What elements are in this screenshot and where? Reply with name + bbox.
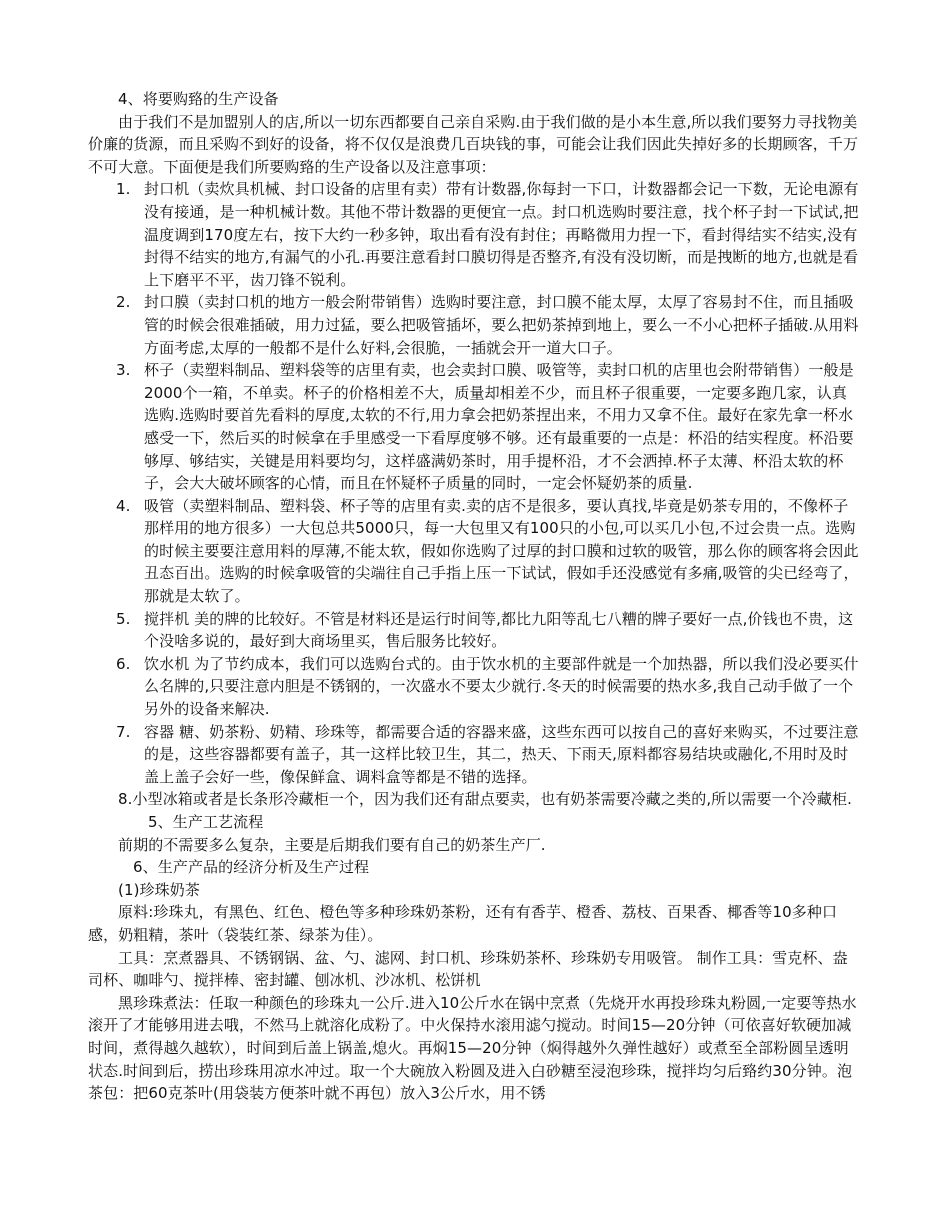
ingredients-paragraph: 原料:珍珠丸，有黑色、红色、橙色等多种珍珠奶茶粉，还有有香芋、橙香、荔枝、百果香、椰香等10多种口感，奶粗精，茶叶（袋装红茶、绿茶为佳）。: [88, 903, 838, 944]
list-item: [88, 178, 862, 291]
equipment-list: [88, 178, 862, 788]
list-item-number: 2.: [116, 293, 131, 312]
item-8-paragraph: 8.小型冰箱或者是长条形冷藏柜一个，因为我们还有甜点要卖，也有奶茶需要冷藏之类的,所以需要一个冷藏柜.: [118, 790, 852, 809]
list-item-text: 吸管（卖塑料制品、塑料袋、杯子等的店里有卖.卖的店不是很多，要认真找,毕竟是奶茶专用的，不像杯子那样用的地方很多）一大包总共5000只，每一大包里又有100只的小包,可以买几小包,不过会贵一点。选购的时候主要要注意用料的厚薄,不能太软，假如你选购了过厚的封口膜和过软的吸管，那么你的顾客将会因此丑态百出。选购的时候拿吸管的尖端往自己手指上压一下试试，假如手还没感觉有多痛,吸管的尖已经弯了，那就是太软了。: [144, 496, 859, 606]
list-item-text: 封口机（卖炊具机械、封口设备的店里有卖）带有计数器,你每封一下口，计数器都会记一下数，无论电源有没有接通，是一种机械计数。其他不带计数器的更便宜一点。封口机选购时要注意，找个杯子封一下试试,把温度调到170度左右，按下大约一秒多钟，取出看有没有封住；再略微用力捏一下，看封得结实不结实,没有封得不结实的地方,有漏气的小孔.再要注意看封口膜切得是否整齐,有没有没切断，而是拽断的地方,也就是看上下磨平不平，齿刀锋不锐利。: [144, 180, 859, 289]
section4-intro: 由于我们不是加盟别人的店,所以一切东西都要自己亲自采购.由于我们做的是小本生意,所以我们要努力寻找物美价廉的货源，而且采购不到好的设备，将不仅仅是浪费几百块钱的事，可能会让我们因此失掉好多的长期顾客，千万不可大意。下面便是我们所要购臵的生产设备以及注意事项：: [88, 112, 859, 176]
product-heading-pearl-milk-tea: (1)珍珠奶茶: [118, 880, 200, 899]
list-item: [88, 608, 862, 653]
document-page: [88, 88, 862, 1105]
list-item: [88, 359, 862, 495]
list-item: [88, 721, 862, 789]
list-item-number: 6.: [116, 654, 131, 673]
list-item-text: 搅拌机 美的牌的比较好。不管是材料还是运行时间等,都比九阳等乱七八糟的牌子要好一点,价钱也不贵，这个没啥多说的，最好到大商场里买，售后服务比较好。: [144, 609, 854, 651]
list-item-text: 封口膜（卖封口机的地方一般会附带销售）选购时要注意，封口膜不能太厚，太厚了容易封不住，而且插吸管的时候会很难插破，用力过猛，要么把吸管插坏，要么把奶茶掉到地上，要么一不小心把杯子插破.从用料方面考虑,太厚的一般都不是什么好料,会很脆，一插就会开一道大口子。: [144, 293, 859, 357]
list-item-number: 7.: [116, 722, 131, 741]
pearl-cooking-method: 黑珍珠煮法：任取一种颜色的珍珠丸一公斤.进入10公斤水在锅中烹煮（先烧开水再投珍珠丸粉圆,一定要等热水滚开了才能够用进去哦，不然马上就溶化成粉了。中火保持水滚用滤勺搅动。时间15—20分钟（可依喜好软硬加减时间，煮得越久越软），时间到后盖上锅盖,熄火。再焖15—20分钟（焖得越外久弹性越好）或煮至全部粉圆呈透明状态.时间到后，捞出珍珠用凉水冲过。取一个大碗放入粉圆及进入白砂糖至浸泡珍珠，搅拌均匀后臵约30分钟。泡茶包：把60克茶叶(用袋装方便茶叶就不再包）放入3公斤水，用不锈: [88, 993, 857, 1103]
list-item-text: 杯子（卖塑料制品、塑料袋等的店里有卖，也会卖封口膜、吸管等，卖封口机的店里也会附带销售）一般是2000个一箱，不单卖。杯子的价格相差不大，质量却相差不少，而且杯子很重要，一定要多跑几家，认真选购.选购时要首先看料的厚度,太软的不行,用力拿会把奶茶捏出来，不用力又拿不住。最好在家先拿一杯水感受一下，然后买的时候拿在手里感受一下看厚度够不够。还有最重要的一点是：杯沿的结实程度。杯沿要够厚、够结实，关键是用料要均匀，这样盛满奶茶时，用手提杯沿，才不会洒掉.杯子太薄、杯沿太软的杯子，会大大破坏顾客的心情，而且在怀疑杯子质量的同时，一定会怀疑奶茶的质量.: [144, 361, 854, 493]
list-item-text: 容器 糖、奶茶粉、奶精、珍珠等，都需要合适的容器来盛，这些东西可以按自己的喜好来购买，不过要注意的是，这些容器都要有盖子，其一这样比较卫生，其二，热天、下雨天,原料都容易结块或融化,不用时及时盖上盖子会好一些，像保鲜盒、调料盒等都是不错的选择。: [144, 722, 859, 786]
section5-heading: 5、生产工艺流程: [148, 813, 264, 831]
list-item-number: 1.: [116, 180, 131, 199]
list-item: [88, 653, 862, 721]
section4-heading: 4、将要购臵的生产设备: [118, 90, 279, 108]
list-item: [88, 291, 862, 359]
section6-heading: 6、生产产品的经济分析及生产过程: [133, 858, 370, 877]
list-item-text: 饮水机 为了节约成本，我们可以选购台式的。由于饮水机的主要部件就是一个加热器，所以我们没必要买什么名牌的,只要注意内胆是不锈钢的，一次盛水不要太少就行.冬天的时候需要的热水多,我自己动手做了一个另外的设备来解决.: [144, 654, 859, 719]
tools-paragraph: 工具：烹煮器具、不锈钢锅、盆、勺、滤网、封口机、珍珠奶茶杯、珍珠奶专用吸管。 制作工具：雪克杯、盎司杯、咖啡勺、搅拌棒、密封罐、刨冰机、沙冰机、松饼机: [88, 948, 848, 990]
section5-text: 前期的不需要多么复杂，主要是后期我们要有自己的奶茶生产厂.: [118, 835, 546, 854]
list-item: [88, 495, 862, 608]
list-item-number: 4.: [116, 496, 131, 515]
list-item-number: 5.: [116, 609, 131, 628]
list-item-number: 3.: [116, 361, 131, 380]
